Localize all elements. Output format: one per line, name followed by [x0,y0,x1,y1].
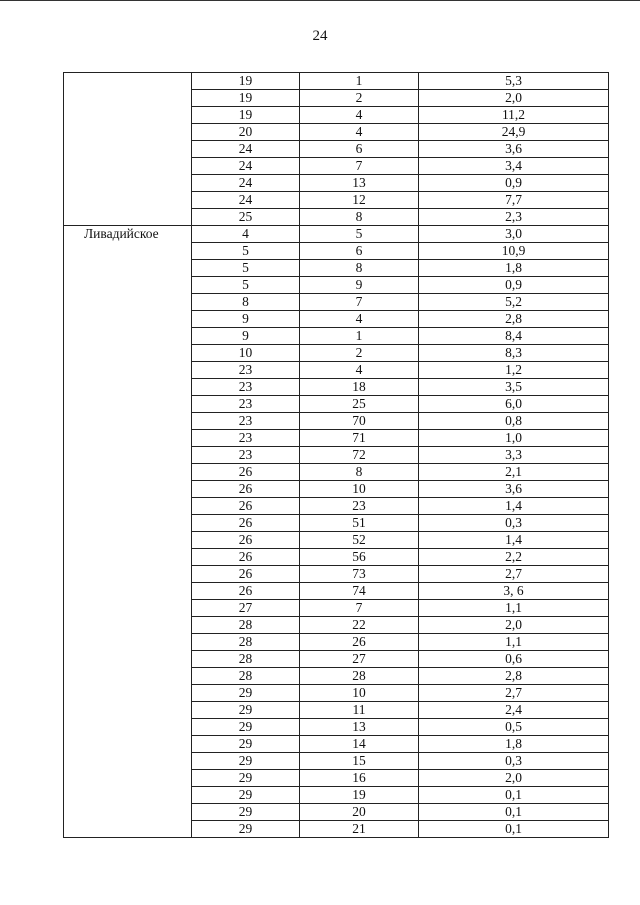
area-value-cell: 0,3 [419,753,609,770]
quarter-number-cell: 5 [192,260,300,277]
plot-number-cell: 4 [300,362,419,379]
area-value-cell: 2,3 [419,209,609,226]
plot-number-cell: 8 [300,209,419,226]
quarter-number-cell: 28 [192,668,300,685]
area-value-cell: 1,1 [419,600,609,617]
area-value-cell: 0,5 [419,719,609,736]
area-value-cell: 1,0 [419,430,609,447]
plot-number-cell: 4 [300,311,419,328]
area-value-cell: 2,0 [419,770,609,787]
quarter-number-cell: 29 [192,719,300,736]
top-border-line [0,0,640,1]
area-value-cell: 0,8 [419,413,609,430]
quarter-number-cell: 29 [192,821,300,838]
plot-number-cell: 21 [300,821,419,838]
quarter-number-cell: 24 [192,192,300,209]
plot-number-cell: 8 [300,260,419,277]
area-value-cell: 2,7 [419,685,609,702]
area-value-cell: 1,2 [419,362,609,379]
plot-number-cell: 10 [300,481,419,498]
quarter-number-cell: 24 [192,141,300,158]
plot-number-cell: 8 [300,464,419,481]
plot-number-cell: 56 [300,549,419,566]
quarter-number-cell: 5 [192,243,300,260]
plot-number-cell: 2 [300,90,419,107]
area-value-cell: 7,7 [419,192,609,209]
plot-number-cell: 72 [300,447,419,464]
area-value-cell: 2,0 [419,90,609,107]
quarter-number-cell: 26 [192,532,300,549]
plot-number-cell: 22 [300,617,419,634]
quarter-number-cell: 29 [192,685,300,702]
plot-number-cell: 19 [300,787,419,804]
plot-number-cell: 25 [300,396,419,413]
plot-number-cell: 10 [300,685,419,702]
plot-number-cell: 28 [300,668,419,685]
area-value-cell: 0,9 [419,277,609,294]
area-value-cell: 10,9 [419,243,609,260]
area-value-cell: 2,0 [419,617,609,634]
quarter-number-cell: 26 [192,515,300,532]
quarter-number-cell: 27 [192,600,300,617]
area-value-cell: 3,5 [419,379,609,396]
plot-number-cell: 13 [300,175,419,192]
quarter-number-cell: 19 [192,107,300,124]
quarter-number-cell: 23 [192,413,300,430]
plot-number-cell: 27 [300,651,419,668]
quarter-number-cell: 4 [192,226,300,243]
quarter-number-cell: 28 [192,617,300,634]
table-row [64,226,609,243]
quarter-number-cell: 23 [192,447,300,464]
quarter-number-cell: 19 [192,73,300,90]
area-value-cell: 1,8 [419,260,609,277]
plot-number-cell: 9 [300,277,419,294]
plot-number-cell: 6 [300,141,419,158]
quarter-number-cell: 10 [192,345,300,362]
area-value-cell: 11,2 [419,107,609,124]
area-value-cell: 8,4 [419,328,609,345]
page-number: 24 [312,28,328,44]
plot-number-cell: 5 [300,226,419,243]
quarter-number-cell: 28 [192,634,300,651]
plot-number-cell: 6 [300,243,419,260]
quarter-number-cell: 5 [192,277,300,294]
data-table-container [63,72,608,838]
area-value-cell: 3,4 [419,158,609,175]
plot-number-cell: 14 [300,736,419,753]
quarter-number-cell: 26 [192,566,300,583]
area-value-cell: 3,3 [419,447,609,464]
plot-number-cell: 16 [300,770,419,787]
quarter-number-cell: 29 [192,787,300,804]
area-value-cell: 1,4 [419,532,609,549]
area-value-cell: 3,0 [419,226,609,243]
plot-number-cell: 1 [300,328,419,345]
area-value-cell: 2,2 [419,549,609,566]
plot-number-cell: 7 [300,600,419,617]
quarter-number-cell: 26 [192,464,300,481]
area-value-cell: 1,4 [419,498,609,515]
area-value-cell: 24,9 [419,124,609,141]
plot-number-cell: 23 [300,498,419,515]
plot-number-cell: 11 [300,702,419,719]
quarter-number-cell: 26 [192,583,300,600]
area-value-cell: 2,1 [419,464,609,481]
quarter-number-cell: 26 [192,549,300,566]
plot-number-cell: 51 [300,515,419,532]
area-value-cell: 6,0 [419,396,609,413]
quarter-number-cell: 25 [192,209,300,226]
quarter-number-cell: 26 [192,498,300,515]
area-value-cell: 0,6 [419,651,609,668]
quarter-number-cell: 29 [192,702,300,719]
plot-number-cell: 4 [300,124,419,141]
quarter-number-cell: 29 [192,736,300,753]
area-value-cell: 1,8 [419,736,609,753]
plot-number-cell: 26 [300,634,419,651]
plot-number-cell: 7 [300,158,419,175]
plot-number-cell: 15 [300,753,419,770]
plot-number-cell: 1 [300,73,419,90]
quarter-number-cell: 9 [192,311,300,328]
plot-number-cell: 52 [300,532,419,549]
plot-number-cell: 74 [300,583,419,600]
area-value-cell: 2,8 [419,668,609,685]
area-value-cell: 0,1 [419,787,609,804]
quarter-number-cell: 29 [192,804,300,821]
plot-number-cell: 2 [300,345,419,362]
quarter-number-cell: 23 [192,362,300,379]
place-name-cell: Ливадийское [64,226,192,838]
area-value-cell: 0,3 [419,515,609,532]
quarter-number-cell: 23 [192,379,300,396]
plot-number-cell: 71 [300,430,419,447]
area-value-cell: 5,2 [419,294,609,311]
quarter-number-cell: 19 [192,90,300,107]
quarter-number-cell: 8 [192,294,300,311]
area-value-cell: 0,1 [419,821,609,838]
plot-number-cell: 7 [300,294,419,311]
area-value-cell: 3, 6 [419,583,609,600]
table-row [64,73,609,90]
area-value-cell: 3,6 [419,481,609,498]
plot-number-cell: 73 [300,566,419,583]
area-value-cell: 1,1 [419,634,609,651]
plot-number-cell: 4 [300,107,419,124]
plot-number-cell: 18 [300,379,419,396]
place-name-cell [64,73,192,226]
area-value-cell: 8,3 [419,345,609,362]
quarter-number-cell: 20 [192,124,300,141]
area-value-cell: 2,7 [419,566,609,583]
plot-number-cell: 13 [300,719,419,736]
quarter-number-cell: 24 [192,158,300,175]
quarter-number-cell: 26 [192,481,300,498]
area-value-cell: 0,9 [419,175,609,192]
table-body [64,73,609,838]
quarter-number-cell: 23 [192,430,300,447]
quarter-number-cell: 23 [192,396,300,413]
quarter-number-cell: 9 [192,328,300,345]
area-value-cell: 3,6 [419,141,609,158]
data-table [63,72,609,838]
quarter-number-cell: 29 [192,770,300,787]
plot-number-cell: 12 [300,192,419,209]
area-value-cell: 2,4 [419,702,609,719]
area-value-cell: 0,1 [419,804,609,821]
quarter-number-cell: 24 [192,175,300,192]
quarter-number-cell: 29 [192,753,300,770]
quarter-number-cell: 28 [192,651,300,668]
area-value-cell: 2,8 [419,311,609,328]
area-value-cell: 5,3 [419,73,609,90]
plot-number-cell: 20 [300,804,419,821]
plot-number-cell: 70 [300,413,419,430]
